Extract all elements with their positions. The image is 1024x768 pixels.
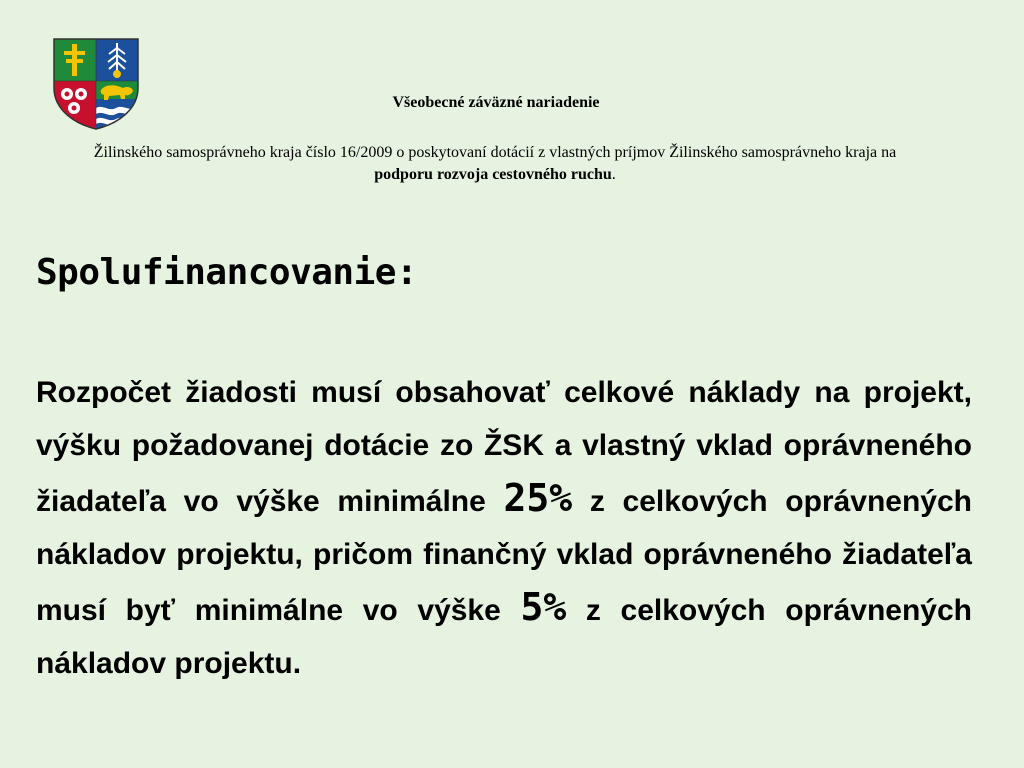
description-text: Žilinského samosprávneho kraja číslo 16/2009 o poskytovaní dotácií z vlastných príjmov Žilinského samosprávneho kraja na bbox=[93, 144, 897, 161]
paragraph-text-1: Rozpočet žiadosti musí obsahovať celkové náklady na projekt, výšku požadovanej dotácie zo ŽSK a vlastný vklad oprávneného žiadateľa vo výške minimálne bbox=[36, 376, 972, 518]
description-end: . bbox=[611, 166, 616, 183]
percentage-5: 5% bbox=[520, 585, 567, 629]
description-emphasis: podporu rozvoja cestovného ruchu bbox=[374, 166, 612, 183]
percentage-25: 25% bbox=[503, 476, 573, 520]
paragraph-text-2: z celkových oprávnených nákladov projektu, pričom finančný vklad oprávneného žiadateľa musí byť minimálne vo výške bbox=[36, 485, 973, 627]
paragraph-text-3: z celkových oprávnených nákladov projektu. bbox=[36, 594, 972, 680]
regulation-title: Všeobecné záväzné nariadenie bbox=[392, 94, 600, 111]
cofinancing-paragraph bbox=[36, 366, 972, 690]
section-heading: Spolufinancovanie: bbox=[36, 252, 418, 293]
regulation-description bbox=[70, 142, 920, 186]
zsk-coat-of-arms-logo bbox=[53, 38, 139, 130]
